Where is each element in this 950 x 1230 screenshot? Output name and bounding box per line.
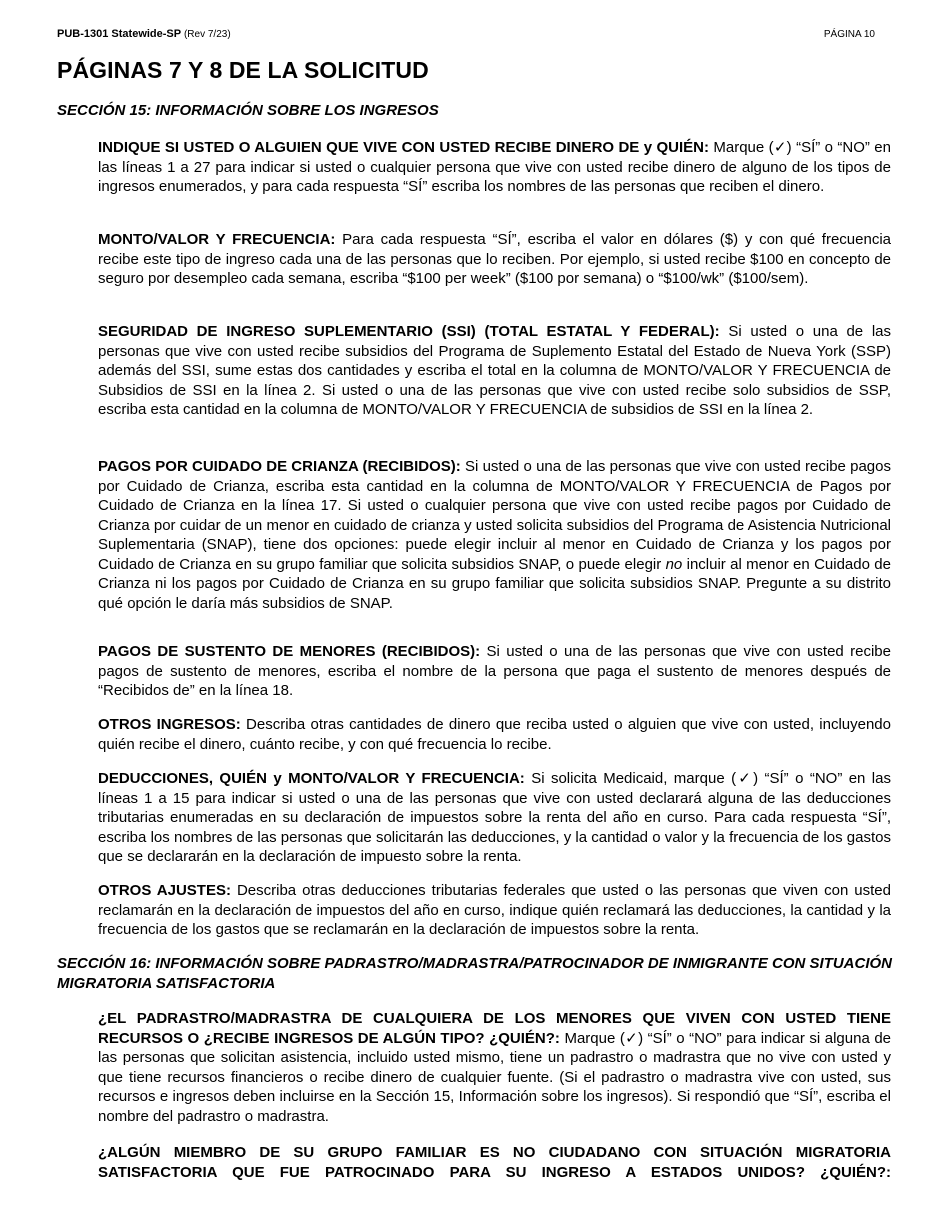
page-title: PÁGINAS 7 Y 8 DE LA SOLICITUD — [57, 57, 429, 83]
amount-frequency-paragraph — [98, 230, 891, 289]
paragraph-label: SEGURIDAD DE INGRESO SUPLEMENTARIO (SSI) (TOTAL ESTATAL Y FEDERAL): — [98, 323, 720, 340]
paragraph-text: Si usted o una de las personas que vive con usted recibe pagos por Cuidado de Crianza, escriba esta cantidad en la columna de MONTO/VALOR Y FRECUENCIA de Pagos por Cuidado de Crianza en la línea 17. Si usted o cualquier persona que vive con usted recibe pagos por Cuidado de Crianza por cuidar de un menor en cuidado de crianza y usted solicita subsidios del Programa de Asistencia Nutricional Suplementaria (SNAP), tiene dos opciones: puede elegir incluir al menor en Cuidado de Crianza y los pagos por Cuidado de Crianza en su grupo familiar que solicita subsidios SNAP, o puede elegir — [98, 458, 891, 573]
sponsored-immigrant-paragraph: ¿ALGÚN MIEMBRO DE SU GRUPO FAMILIAR ES NO CIUDADANO CON SITUACIÓN MIGRATORIA SATISFACTORIA QUE FUE PATROCINADO PARA SU INGRESO A ESTADOS UNIDOS? ¿QUIÉN?: — [98, 1144, 891, 1181]
paragraph-text: Si usted o una de las personas que vive con usted recibe subsidios del Programa de Suplemento Estatal del Estado de Nueva York (SSP) además del SSI, sume estas dos cantidades y escriba el total en la columna de MONTO/VALOR Y FRECUENCIA de Subsidios de SSI en la línea 2. Si usted o una de las personas que vive con usted recibe solo subsidios de SSP, escriba esta cantidad en la columna de MONTO/VALOR Y FRECUENCIA de subsidios de SSI en la línea 2. — [98, 323, 891, 418]
foster-care-paragraph — [98, 457, 891, 613]
paragraph-label: MONTO/VALOR Y FRECUENCIA: — [98, 231, 336, 248]
ssi-paragraph — [98, 322, 891, 420]
paragraph-label: OTROS AJUSTES: — [98, 882, 231, 899]
paragraph-label: ¿EL PADRASTRO/MADRASTRA DE CUALQUIERA DE LOS MENORES QUE VIVEN CON USTED TIENE RECURSOS O ¿RECIBE INGRESOS DE ALGÚN TIPO? ¿QUIÉN?: — [98, 1010, 891, 1047]
paragraph-text: Describa otras deducciones tributarias federales que usted o las personas que viven con usted reclamarán en la declaración de impuestos del año en curso, indique quién reclamará las deducciones, la cantidad y la frecuencia de los gastos que se reclamarán en la declaración de impuestos sobre la renta. — [98, 882, 891, 938]
paragraph-text: Si usted o una de las personas que vive con usted recibe pagos de sustento de menores, escriba el nombre de la persona que paga el sustento de menores después de “Recibidos de” en la línea 18. — [98, 643, 891, 699]
paragraph-label: PAGOS DE SUSTENTO DE MENORES (RECIBIDOS): — [98, 643, 481, 660]
emphasis-word: no — [665, 555, 683, 573]
other-adjustments-paragraph — [98, 881, 891, 940]
paragraph-text: incluir al menor en Cuidado de Crianza ni los pagos por Cuidado de Crianza en su grupo familiar que solicita subsidios SNAP. Pregunte a su distrito qué opción le daría más subsidios de SNAP. — [98, 555, 891, 612]
page-number: PÁGINA 10 — [823, 29, 875, 40]
paragraph-label: OTROS INGRESOS: — [98, 716, 241, 733]
paragraph-text: Si solicita Medicaid, marque (✓) “SÍ” o “NO” en las líneas 1 a 15 para indicar si usted o una de las personas que vive con usted declarará alguna de las deducciones tributarias enumeradas en su declaración de impuestos sobre la renta del año en curso. Para cada respuesta “SÍ”, escriba los nombres de las personas que solicitarán las deducciones, y la cantidad o valor y la frecuencia de los gastos que se declararán en la declaración de impuesto sobre la renta. — [98, 770, 891, 865]
paragraph-label: PAGOS POR CUIDADO DE CRIANZA (RECIBIDOS): — [98, 458, 461, 475]
section-16-heading: SECCIÓN 16: INFORMACIÓN SOBRE PADRASTRO/MADRASTRA/PATROCINADOR DE INMIGRANTE CON SITUACIÓN MIGRATORIA SATISFACTORIA — [57, 955, 893, 992]
form-id — [57, 28, 231, 40]
form-code: PUB-1301 Statewide-SP — [57, 28, 181, 40]
child-support-paragraph — [98, 642, 891, 701]
stepparent-paragraph — [98, 1009, 891, 1126]
section-15-heading: SECCIÓN 15: INFORMACIÓN SOBRE LOS INGRESOS — [57, 102, 439, 119]
paragraph-label: DEDUCCIONES, QUIÉN y MONTO/VALOR Y FRECUENCIA: — [98, 770, 525, 787]
deductions-paragraph — [98, 769, 891, 867]
paragraph-text: Marque (✓) “SÍ” o “NO” para indicar si alguna de las personas que solicitan asistencia, incluido usted mismo, tiene un padrastro o madrastra que no vive con usted y que tiene recursos financieros o recibe dinero de cualquier fuente. (Si el padrastro o madrastra vive con usted, sus recursos e ingresos deben incluirse en la Sección 15, Información sobre los ingresos). Si respondió que “SÍ”, escriba el nombre del padrastro o madrastra. — [98, 1029, 891, 1125]
income-who-paragraph — [98, 138, 891, 197]
paragraph-text: Para cada respuesta “SÍ”, escriba el valor en dólares ($) y con qué frecuencia recibe este tipo de ingreso cada una de las personas que lo reciben. Por ejemplo, si usted recibe $100 en concepto de seguro por desempleo cada semana, escriba “$100 per week” ($100 por semana) o “$100/wk” ($100/sem). — [98, 231, 891, 287]
paragraph-text: Marque (✓) “SÍ” o “NO” en las líneas 1 a 27 para indicar si usted o cualquier persona que vive con usted recibe dinero de alguno de los tipos de ingresos enumerados, y para cada respuesta “SÍ” escriba los nombres de las personas que reciben el dinero. — [98, 139, 891, 195]
paragraph-text: Describa otras cantidades de dinero que reciba usted o alguien que vive con usted, incluyendo quién recibe el dinero, cuánto recibe, y con qué frecuencia lo recibe. — [98, 716, 891, 753]
form-revision: (Rev 7/23) — [183, 29, 231, 40]
other-income-paragraph — [98, 715, 891, 754]
paragraph-label: INDIQUE SI USTED O ALGUIEN QUE VIVE CON USTED RECIBE DINERO DE y QUIÉN: — [98, 139, 709, 156]
